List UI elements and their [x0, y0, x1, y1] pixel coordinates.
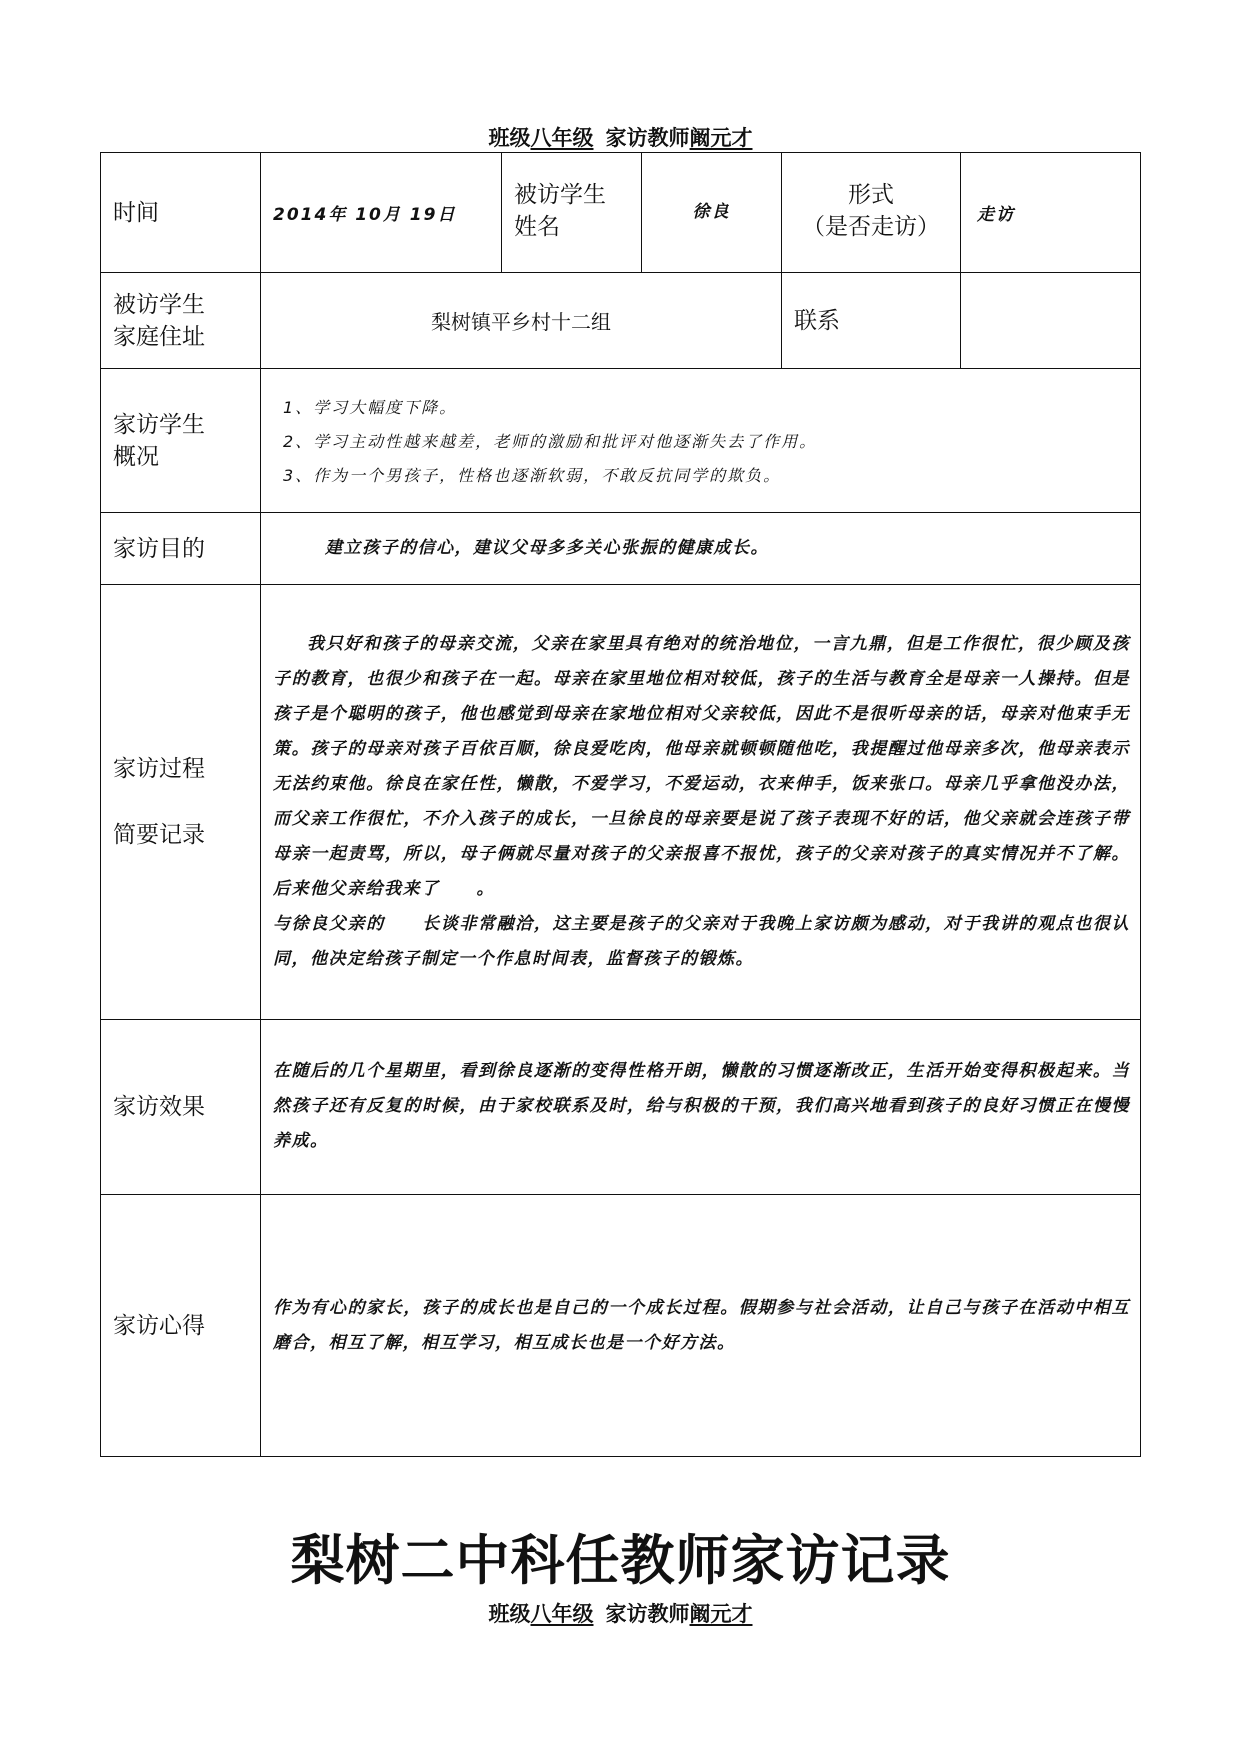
overview-item: 3、作为一个男孩子，性格也逐渐软弱，不敢反抗同学的欺负。 [283, 466, 782, 485]
process-paragraph-1: 我只好和孩子的母亲交流，父亲在家里具有绝对的统治地位，一言九鼎，但是工作很忙，很少顾及孩子的教育，也很少和孩子在一起。母亲在家里地位相对较低，孩子的生活与教育全是母亲一人操持。但是孩子是个聪明的孩子，他也感觉到母亲在家地位相对父亲较低，因此不是很听母亲的话，母亲对他束手无策。孩子的母亲对孩子百依百顺，徐良爱吃肉，他母亲就顿顿随他吃，我提醒过他母亲多次，他母亲表示无法约束他。徐良在家任性，懒散，不爱学习，不爱运动，衣来伸手，饭来张口。母亲几乎拿他没办法，而父亲工作很忙，不介入孩子的成长，一旦徐良的母亲要是说了孩子表现不好的话，他父亲就会连孩子带母亲一起责骂，所以，母子俩就尽量对孩子的父亲报喜不报忧，孩子的父亲对孩子的真实情况并不了解。后来他父亲给我来了 。 [273, 634, 1130, 899]
teacher-label: 家访教师 [605, 125, 690, 150]
row-purpose [101, 513, 1141, 585]
time-value: 2014年 10月 19日 [261, 153, 502, 273]
purpose-label: 家访目的 [101, 513, 261, 585]
overview-list [261, 369, 1141, 513]
row-overview [101, 369, 1141, 513]
teacher-label: 家访教师 [605, 1601, 690, 1626]
address-label-line1: 被访学生 [113, 291, 205, 318]
visit-form-label-line2: （是否走访） [802, 214, 940, 240]
address-value: 梨树镇平乡村十二组 [261, 273, 782, 369]
student-name-value: 徐良 [642, 153, 782, 273]
class-label: 班级 [488, 125, 531, 150]
visit-form-label [782, 153, 961, 273]
overview-label-line2: 概况 [113, 443, 159, 470]
page-title: 梨树二中科任教师家访记录 [290, 1528, 951, 1592]
row-process [101, 585, 1141, 1020]
process-label-line1: 家访过程 [113, 756, 205, 782]
contact-value [961, 273, 1141, 369]
visit-form-value: 走访 [961, 153, 1141, 273]
overview-label-line1: 家访学生 [113, 411, 205, 438]
student-name-label-line1: 被访学生 [514, 182, 606, 208]
insight-text: 作为有心的家长，孩子的成长也是自己的一个成长过程。假期参与社会活动，让自己与孩子在活动中相互磨合，相互了解，相互学习，相互成长也是一个好方法。 [261, 1195, 1141, 1457]
row-address [101, 273, 1141, 369]
overview-item: 2、学习主动性越来越差，老师的激励和批评对他逐渐失去了作用。 [283, 432, 818, 451]
class-teacher-line-top [0, 122, 1241, 152]
row-insight [101, 1195, 1141, 1457]
process-text [261, 585, 1141, 1020]
teacher-value: 阚元才 [689, 1601, 753, 1626]
home-visit-record-table [100, 152, 1141, 1457]
visit-form-label-line1: 形式 [848, 182, 894, 208]
time-label: 时间 [101, 153, 261, 273]
process-paragraph-2: 与徐良父亲的 长谈非常融洽，这主要是孩子的父亲对于我晚上家访颇为感动，对于我讲的观点也很认同，他决定给孩子制定一个作息时间表，监督孩子的锻炼。 [273, 914, 1130, 969]
class-value: 八年级 [530, 125, 594, 150]
insight-label: 家访心得 [101, 1195, 261, 1457]
effect-label: 家访效果 [101, 1020, 261, 1195]
effect-text: 在随后的几个星期里，看到徐良逐渐的变得性格开朗，懒散的习惯逐渐改正，生活开始变得积极起来。当然孩子还有反复的时候，由于家校联系及时，给与积极的干预，我们高兴地看到孩子的良好习惯正在慢慢养成。 [261, 1020, 1141, 1195]
class-value: 八年级 [530, 1601, 594, 1626]
class-label: 班级 [488, 1601, 531, 1626]
class-teacher-line-bottom [0, 1598, 1241, 1628]
row-basic-info [101, 153, 1141, 273]
process-label [101, 585, 261, 1020]
purpose-text: 建立孩子的信心，建议父母多多关心张振的健康成长。 [261, 513, 1141, 585]
overview-item: 1、学习大幅度下降。 [283, 398, 458, 417]
address-label-line2: 家庭住址 [113, 323, 205, 350]
teacher-value: 阚元才 [689, 125, 753, 150]
contact-label: 联系 [782, 273, 961, 369]
address-label [101, 273, 261, 369]
overview-label [101, 369, 261, 513]
process-label-line2: 简要记录 [113, 822, 205, 848]
student-name-label [502, 153, 642, 273]
row-effect [101, 1020, 1141, 1195]
student-name-label-line2: 姓名 [514, 214, 560, 240]
